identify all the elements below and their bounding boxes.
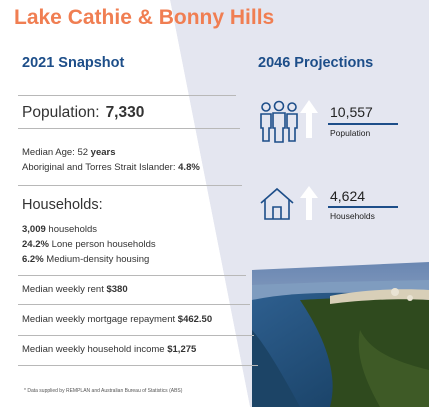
snapshot-heading: 2021 Snapshot: [22, 55, 125, 71]
median-income: Median weekly household income $1,275: [22, 344, 197, 355]
population-line: [22, 104, 144, 122]
median-rent: Median weekly rent $380: [22, 284, 128, 295]
divider: [18, 275, 246, 276]
divider: [18, 335, 254, 336]
households-heading: Households:: [22, 197, 103, 213]
up-arrow-icon: [300, 100, 318, 138]
atsi-line: Aboriginal and Torres Strait Islander: 4.8%: [22, 162, 200, 173]
households-count: 3,009 households: [22, 224, 98, 235]
projected-households-underline: [328, 206, 398, 208]
projections-heading: 2046 Projections: [258, 55, 374, 71]
page-title: Lake Cathie & Bonny Hills: [14, 6, 275, 29]
divider: [18, 304, 250, 305]
projected-population-value: 10,557: [330, 104, 373, 120]
lone-person-households: 24.2% Lone person households: [22, 239, 156, 250]
house-icon: [259, 187, 295, 221]
median-mortgage: Median weekly mortgage repayment $462.50: [22, 314, 213, 325]
footnote: * Data supplied by REMPLAN and Australian Bureau of Statistics (ABS): [24, 388, 183, 394]
population-value: 7,330: [105, 104, 145, 121]
divider: [18, 95, 236, 96]
projected-population-underline: [328, 123, 398, 125]
people-icon: [258, 100, 300, 144]
medium-density-housing: 6.2% Medium-density housing: [22, 254, 150, 265]
projected-households-label: Households: [330, 211, 375, 221]
population-label: Population:: [22, 104, 100, 121]
divider: [18, 185, 242, 186]
divider: [18, 128, 240, 129]
projected-population-label: Population: [330, 128, 371, 138]
divider: [18, 365, 258, 366]
median-age: Median Age: 52 years: [22, 147, 116, 158]
projected-households-value: 4,624: [330, 188, 366, 204]
up-arrow-icon: [300, 186, 318, 220]
